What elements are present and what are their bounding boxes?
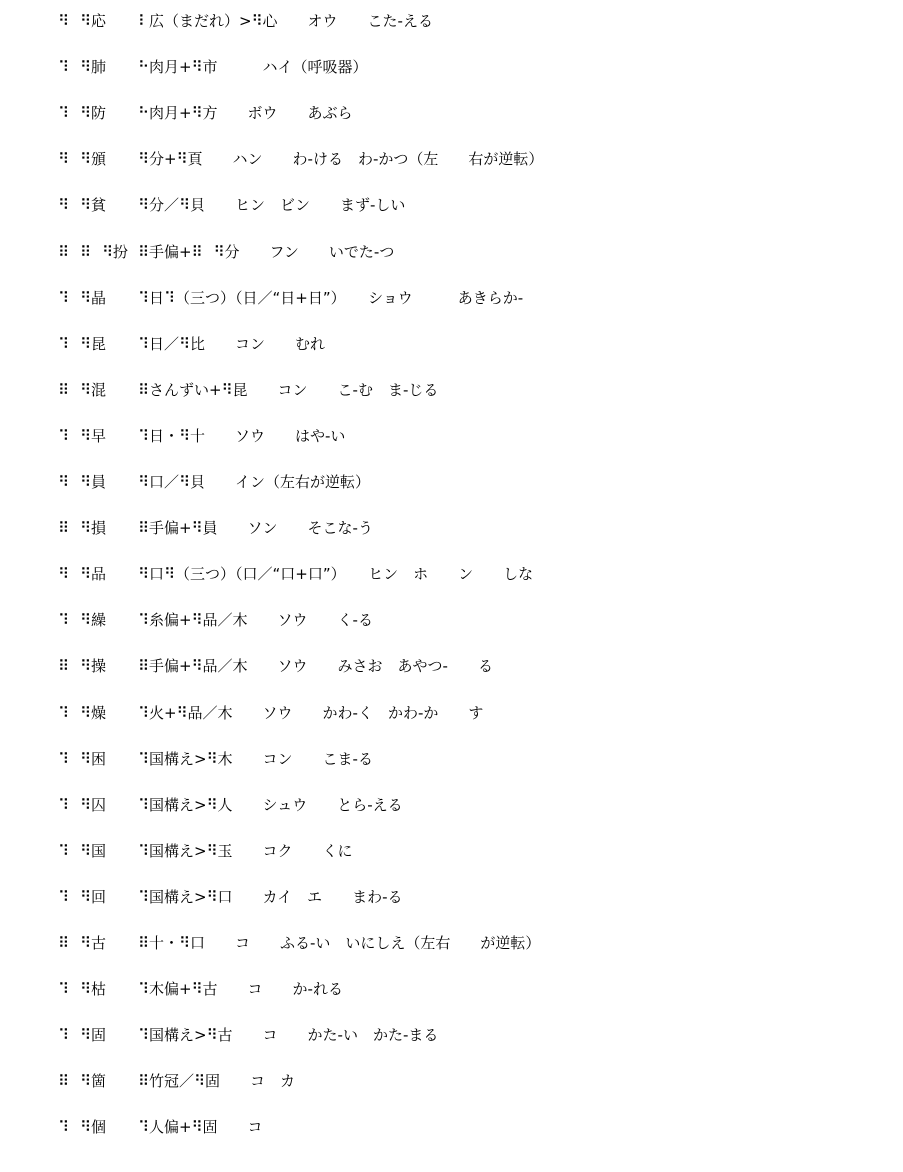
braille-entry-row [58,1070,295,1092]
braille-entry-row [58,794,403,816]
entry-description: ⠹日⠹（三つ）（日／“日+日”） ショウ あきらか- [138,289,524,307]
braille-entry-row [58,886,403,908]
entry-head: ⠻⠀⠻頒 [58,150,106,168]
entry-description: ⠹糸偏+⠻品／木 ソウ く-る [138,611,373,629]
entry-description: ⠓肉月+⠻市 ハイ（呼吸器） [138,58,368,76]
braille-entry-row [58,56,368,78]
braille-entry-row [58,333,325,355]
entry-description: ⠹日・⠻十 ソウ はや-い [138,427,346,445]
entry-head: ⠻⠀⠻貧 [58,196,106,214]
entry-description: ⠻口／⠻貝 イン（左右が逆転） [138,473,370,491]
entry-head: ⠿⠀⠻損 [58,519,106,537]
entry-head: ⠹⠀⠻固 [58,1026,106,1044]
entry-description: ⠻分+⠻頁 ハン わ-ける わ-かつ（左 右が逆転） [138,150,544,168]
entry-description: ⠹火+⠻品／木 ソウ かわ-く かわ-か す [138,704,484,722]
entry-description: ⠹木偏+⠻古 コ か-れる [138,980,343,998]
entry-head: ⠹⠀⠻晶 [58,289,106,307]
entry-description: ⠹国構え>⠻木 コン こま-る [138,750,373,768]
entry-head: ⠹⠀⠻昆 [58,335,106,353]
braille-entry-row [58,148,543,170]
entry-description: ⠿十・⠻口 コ ふる-い いにしえ（左右 が逆転） [138,934,541,952]
braille-entry-row [58,609,373,631]
entry-description: ⠇広（まだれ）>⠻心 オウ こた-える [138,12,433,30]
entry-head: ⠹⠀⠻肺 [58,58,106,76]
entry-description: ⠹国構え>⠻人 シュウ とら-える [138,796,403,814]
entry-description: ⠻分／⠻貝 ヒン ビン まず-しい [138,196,406,214]
entry-description: ⠹国構え>⠻玉 コク くに [138,842,353,860]
braille-entry-row [58,379,438,401]
braille-entry-row [58,102,353,124]
entry-head: ⠿⠀⠻操 [58,657,106,675]
entry-head: ⠹⠀⠻回 [58,888,106,906]
entry-description: ⠹日／⠻比 コン むれ [138,335,325,353]
braille-entry-row [58,655,493,677]
braille-entry-row [58,194,405,216]
braille-entry-row [58,840,353,862]
braille-entry-row [58,517,373,539]
entry-head: ⠹⠀⠻繰 [58,611,106,629]
braille-entry-row [58,563,533,585]
entry-head: ⠿⠀⠻古 [58,934,106,952]
entry-description: ⠓肉月+⠻方 ボウ あぶら [138,104,353,122]
entry-head: ⠻⠀⠻品 [58,565,106,583]
braille-entry-row [58,425,345,447]
entry-description: ⠿竹冠／⠻固 コ カ [138,1072,295,1090]
braille-entry-row [58,978,343,1000]
entry-head: ⠻⠀⠻応 [58,12,106,30]
braille-entry-row [58,471,370,493]
braille-entry-row [58,1024,438,1046]
braille-entry-row [58,702,483,724]
entry-head: ⠹⠀⠻囚 [58,796,106,814]
entry-head: ⠹⠀⠻燥 [58,704,106,722]
entry-description: ⠿さんずい+⠻昆 コン こ-む ま-じる [138,381,439,399]
entry-head: ⠹⠀⠻個 [58,1118,106,1136]
entry-head: ⠹⠀⠻早 [58,427,106,445]
braille-entry-row [58,748,373,770]
entry-description: ⠻口⠻（三つ）（口／“口+口”） ヒン ホ ン しな [138,565,534,583]
entry-description: ⠹国構え>⠻口 カイ エ まわ-る [138,888,403,906]
braille-entry-row [58,1116,263,1138]
entry-head: ⠹⠀⠻枯 [58,980,106,998]
entry-description: ⠿手偏+⠻品／木 ソウ みさお あやつ- る [138,657,493,675]
entry-head: ⠻⠀⠻員 [58,473,106,491]
entry-head: ⠹⠀⠻国 [58,842,106,860]
entry-head: ⠹⠀⠻困 [58,750,106,768]
entry-description: ⠿手偏+⠿⠀⠻分 フン いでた-つ [138,243,395,261]
braille-entry-row [58,10,433,32]
entry-description: ⠹国構え>⠻古 コ かた-い かた-まる [138,1026,439,1044]
entry-description: ⠿手偏+⠻員 ソン そこな-う [138,519,373,537]
braille-entry-row [58,287,523,309]
braille-entry-row [58,932,540,954]
entry-head: ⠿⠀⠻箇 [58,1072,106,1090]
entry-head: ⠿⠀⠻混 [58,381,106,399]
braille-entry-row [58,241,394,263]
entry-description: ⠹人偏+⠻固 コ [138,1118,263,1136]
entry-head: ⠿⠀⠿⠀⠻扮 [58,243,128,261]
entry-head: ⠹⠀⠻防 [58,104,106,122]
